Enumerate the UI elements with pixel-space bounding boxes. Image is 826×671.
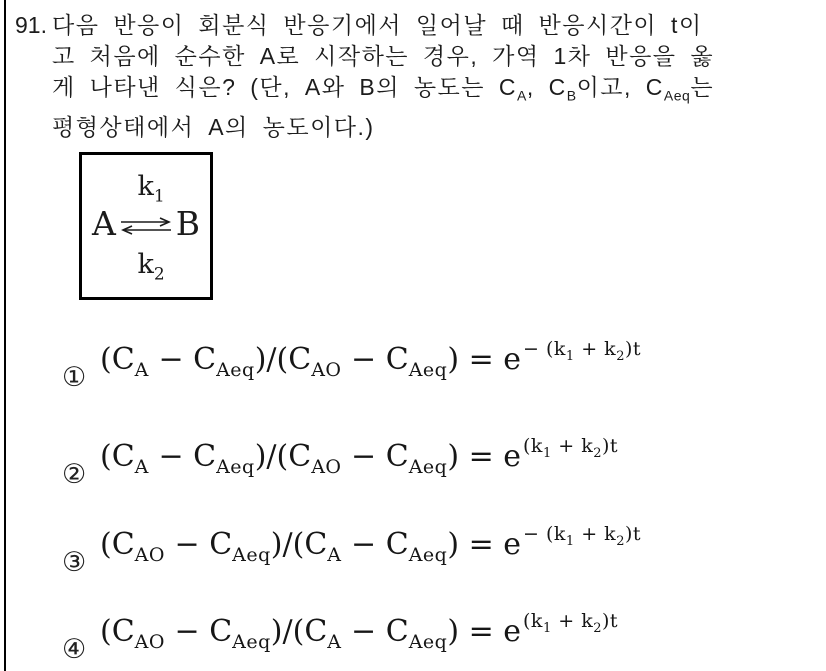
reaction-scheme-box [79,152,213,300]
choice-3-exponent: − (k1 + k2)t [523,523,642,549]
choice-1 [62,338,642,393]
reverse-rate-constant: $k_2$ [137,249,165,285]
choice-1-exponent: − (k1 + k2)t [523,338,642,364]
question-line-4: 평형상태에서 A의 농도이다.) [52,113,375,140]
choice-1-marker: ① [62,362,87,393]
forward-rate-constant: $k_1$ [137,171,165,207]
choice-2-exponent: (k1 + k2)t [523,435,619,461]
question-line-2: 고 처음에 순수한 A로 시작하는 경우, 가역 1차 반응을 옳 [52,43,715,69]
choice-3 [62,523,642,578]
choice-4-equation: $(C_{AO} - C_{Aeq})/(C_A - C_{Aeq}) = e$ $^{(k_1 + k_2)t}$ [100,610,619,653]
question-block [15,10,815,143]
reaction-equation [82,204,210,243]
subscript-caeq: Aeq [663,87,691,104]
equilibrium-arrows-icon [119,216,173,236]
reactant-a: A [91,204,116,243]
choice-4 [62,610,619,665]
question-text [52,10,815,143]
page-left-rule [4,0,6,671]
choice-2-marker: ② [62,459,87,490]
choice-3-marker: ③ [62,547,87,578]
product-b: B [175,204,201,243]
question-number: 91. [15,12,47,38]
choice-1-equation: $(C_A - C_{Aeq})/(C_{AO} - C_{Aeq}) = e$ $^{- (k_1 + k_2)t}$ [100,338,642,381]
choice-4-exponent: (k1 + k2)t [523,610,619,636]
subscript-ca: A [516,87,527,104]
question-line-1: 다음 반응이 회분식 반응기에서 일어날 때 반응시간이 t이 [52,12,703,38]
subscript-cb: B [566,87,577,104]
choice-4-marker: ④ [62,634,87,665]
question-line-3: 게 나타낸 식은? (단, A와 B의 농도는 $C_A$, $C_B$이고, $C_{Aeq}$는 [52,74,715,104]
choice-2-equation: $(C_A - C_{Aeq})/(C_{AO} - C_{Aeq}) = e$ $^{(k_1 + k_2)t}$ [100,435,619,478]
choice-2 [62,435,619,490]
choice-3-equation: $(C_{AO} - C_{Aeq})/(C_A - C_{Aeq}) = e$ $^{- (k_1 + k_2)t}$ [100,523,642,566]
